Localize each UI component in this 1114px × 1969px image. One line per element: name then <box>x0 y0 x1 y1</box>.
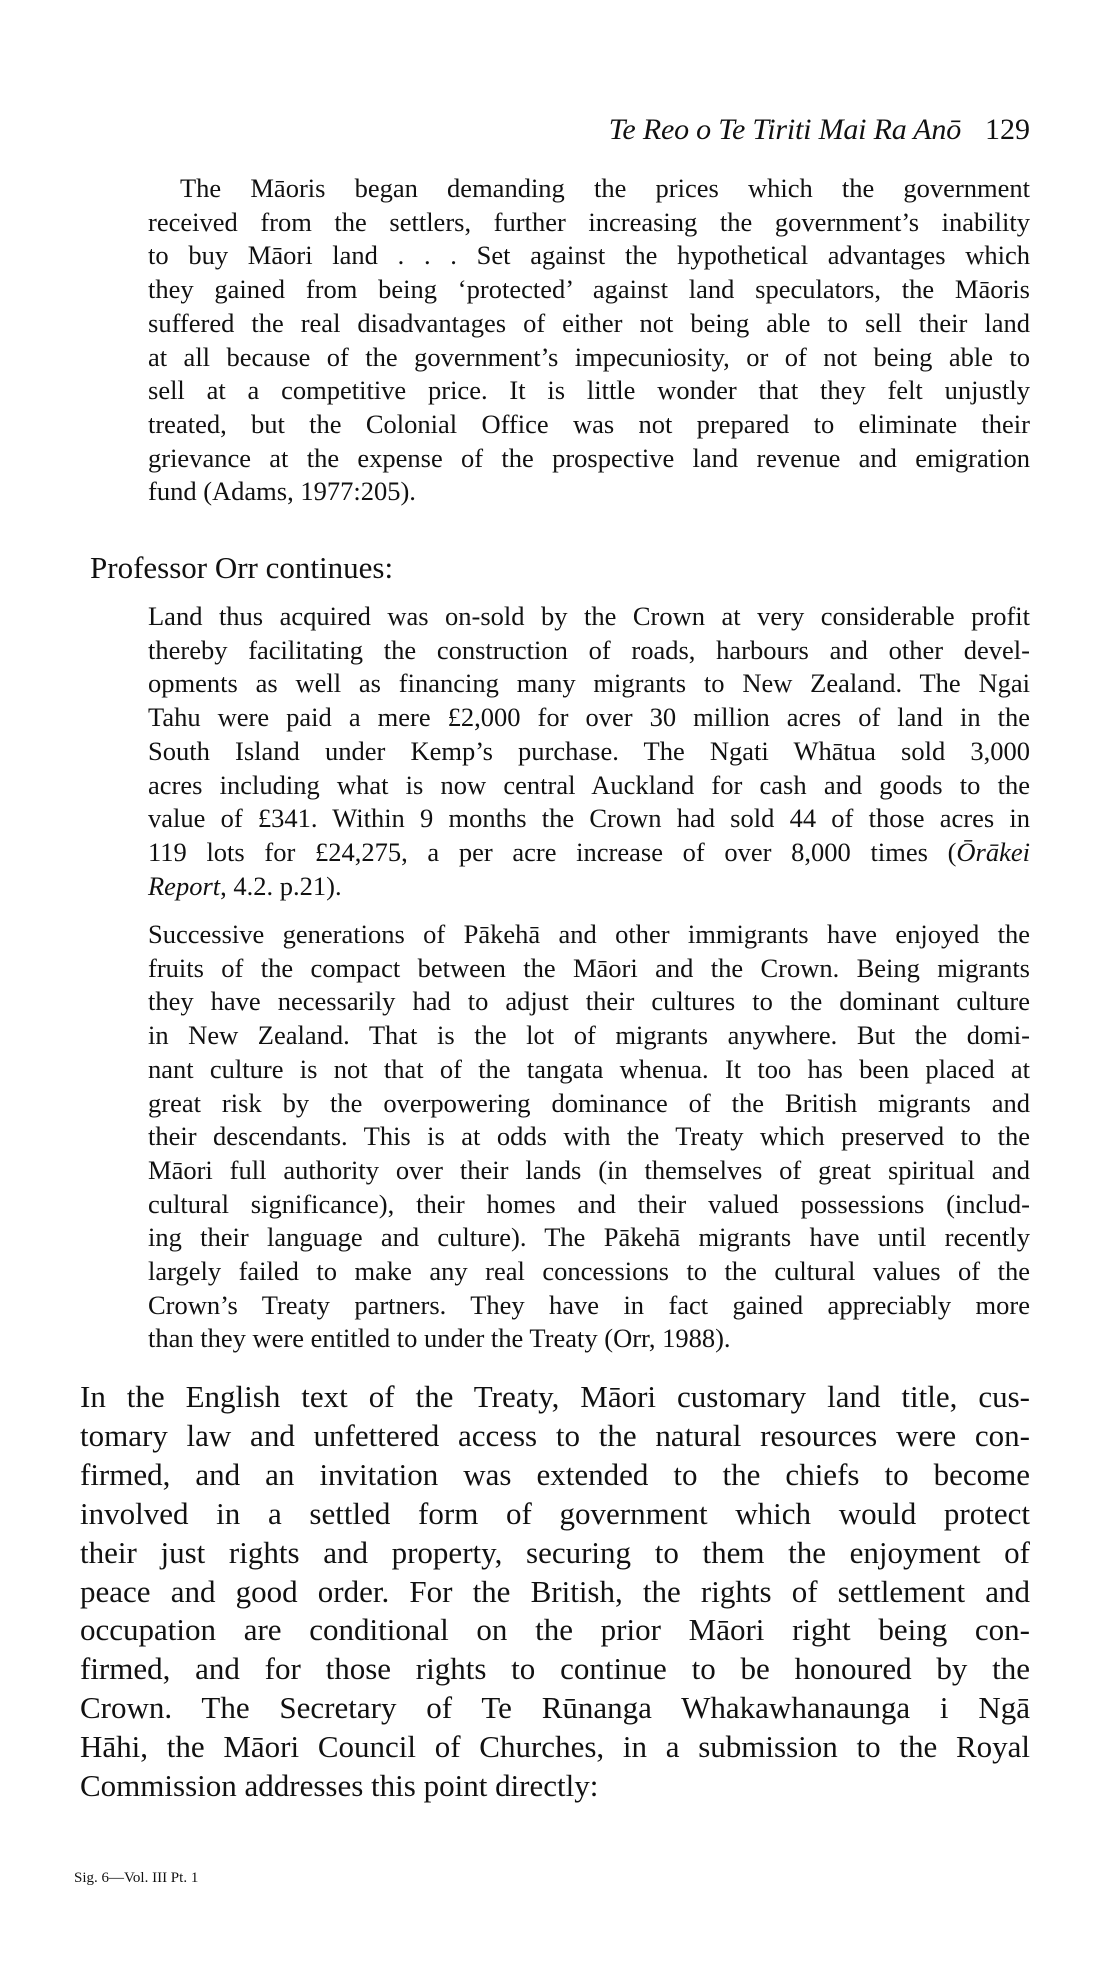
body-line: Crown. The Secretary of Te Rūnanga Whakawhanaunga i Ngā <box>80 1690 1030 1726</box>
quote-line: opments as well as financing many migrants to New Zealand. The Ngai <box>148 668 1030 699</box>
running-head <box>609 110 1030 150</box>
quote-line: South Island under Kemp’s purchase. The Ngati Whātua sold 3,000 <box>148 735 1030 766</box>
page-number: 129 <box>985 113 1030 146</box>
quote-line: grievance at the expense of the prospective land revenue and emigration <box>148 442 1030 473</box>
body-line: Commission addresses this point directly: <box>80 1768 599 1804</box>
body-line: firmed, and for those rights to continue to be honoured by the <box>80 1651 1030 1687</box>
quote-line: Successive generations of Pākehā and other immigrants have enjoyed the <box>148 919 1030 949</box>
quote-line: than they were entitled to under the Treaty (Orr, 1988). <box>148 1323 731 1354</box>
signature-mark: Sig. 6—Vol. III Pt. 1 <box>74 1870 199 1886</box>
quote-line: they have necessarily had to adjust their cultures to the dominant culture <box>148 986 1030 1017</box>
body-line: In the English text of the Treaty, Māori customary land title, cus- <box>80 1379 1030 1414</box>
quote-line: treated, but the Colonial Office was not prepared to eliminate their <box>148 408 1030 439</box>
quote-line: Crown’s Treaty partners. They have in fact gained appreciably more <box>148 1289 1030 1320</box>
body-line: occupation are conditional on the prior Māori right being con- <box>80 1612 1030 1648</box>
citation-title: Ōrākei <box>956 836 1030 867</box>
quote-line: Land thus acquired was on-sold by the Crown at very considerable profit <box>148 601 1030 631</box>
quote-line: Tahu were paid a mere £2,000 for over 30 million acres of land in the <box>148 702 1030 733</box>
citation-title-cont: Report <box>148 870 221 901</box>
body-line: their just rights and property, securing to them the enjoyment of <box>80 1534 1030 1570</box>
quote-text: 119 lots for £24,275, a per acre increase of over 8,000 times ( <box>148 836 957 867</box>
quote-line: at all because of the government’s impecuniosity, or of not being able to <box>148 341 1030 372</box>
body-line: Hāhi, the Māori Council of Churches, in a submission to the Royal <box>80 1729 1030 1765</box>
running-head-title: Te Reo o Te Tiriti Mai Ra Anō <box>608 113 961 146</box>
quote-line: Māori full authority over their lands (in themselves of great spiritual and <box>148 1154 1030 1185</box>
quote-line: they gained from being ‘protected’ against land speculators, the Māoris <box>148 274 1030 305</box>
quote-line: suffered the real disadvantages of either not being able to sell their land <box>148 307 1030 338</box>
body-line: firmed, and an invitation was extended to the chiefs to become <box>80 1456 1030 1492</box>
quote-line: value of £341. Within 9 months the Crown had sold 44 of those acres in <box>148 803 1030 834</box>
quote-line: fund (Adams, 1977:205). <box>148 476 416 507</box>
quote-line: sell at a competitive price. It is little wonder that they felt unjustly <box>148 375 1030 406</box>
quote-line: their descendants. This is at odds with the Treaty which preserved to the <box>148 1121 1030 1152</box>
quote-line: thereby facilitating the construction of roads, harbours and other devel- <box>148 634 1030 665</box>
quote-line: in New Zealand. That is the lot of migrants anywhere. But the domi- <box>148 1020 1030 1051</box>
quote-line: fruits of the compact between the Māori and the Crown. Being migrants <box>148 952 1030 983</box>
quote-line: acres including what is now central Auckland for cash and goods to the <box>148 769 1030 800</box>
quote-line: nant culture is not that of the tangata whenua. It too has been placed at <box>148 1053 1030 1084</box>
block-quote-orr-2 <box>148 918 1030 1356</box>
quote-line: received from the settlers, further increasing the government’s inability <box>148 206 1030 237</box>
body-line: tomary law and unfettered access to the natural resources were con- <box>80 1417 1030 1453</box>
quote-line-citation <box>148 870 1030 904</box>
quote-line: largely failed to make any real concessions to the cultural values of the <box>148 1256 1030 1287</box>
quote-line: cultural significance), their homes and their valued possessions (includ- <box>148 1188 1030 1219</box>
citation-ref: , 4.2. p.21). <box>220 870 342 901</box>
body-line: peace and good order. For the British, the rights of settlement and <box>80 1573 1030 1609</box>
body-paragraph <box>80 1378 1030 1806</box>
block-quote-adams <box>148 172 1030 509</box>
block-quote-orr-1 <box>148 600 1030 903</box>
quote-line-with-citation <box>148 836 1030 870</box>
quote-line: ing their language and culture). The Pākehā migrants have until recently <box>148 1222 1030 1253</box>
body-line: involved in a settled form of government which would protect <box>80 1495 1030 1531</box>
quote-line: The Māoris began demanding the prices which the government <box>180 173 1030 203</box>
quote-line: to buy Māori land . . . Set against the hypothetical advantages which <box>148 240 1030 271</box>
lead-in-text: Professor Orr continues: <box>90 550 394 585</box>
quote-line: great risk by the overpowering dominance of the British migrants and <box>148 1087 1030 1118</box>
